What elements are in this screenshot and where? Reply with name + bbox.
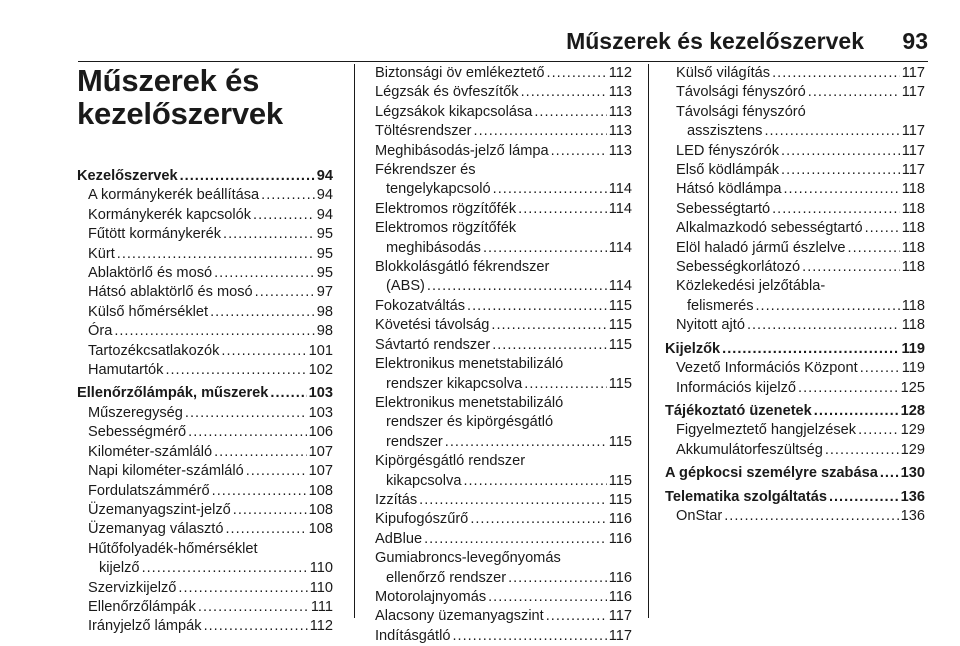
- dot-leader: [253, 206, 315, 225]
- toc-page-number: 94: [316, 168, 333, 184]
- dot-leader: [798, 379, 899, 398]
- toc-page-number: 119: [901, 340, 925, 357]
- toc-entry[interactable]: [77, 245, 333, 264]
- toc-page-number: 115: [608, 297, 632, 314]
- dot-leader: [848, 239, 900, 258]
- toc-entry[interactable]: [375, 277, 632, 296]
- toc-page-number: 117: [608, 627, 632, 644]
- toc-entry[interactable]: [77, 501, 333, 520]
- toc-entry[interactable]: [375, 491, 632, 510]
- toc-column-1: [77, 64, 333, 637]
- toc-entry-label: A kormánykerék beállítása: [88, 187, 260, 204]
- toc-entry[interactable]: [375, 239, 632, 258]
- toc-page-number: 94: [316, 206, 333, 223]
- toc-entry[interactable]: [77, 617, 333, 636]
- toc-page-number: 118: [901, 317, 925, 334]
- toc-entry-label: Követési távolság: [375, 317, 490, 334]
- toc-entry-label: Hátsó ködlámpa: [676, 181, 782, 198]
- toc-entry[interactable]: [665, 316, 925, 335]
- toc-list-1: [77, 167, 333, 637]
- dot-leader: [781, 161, 900, 180]
- toc-entry-label: Elöl haladó jármű észlelve: [676, 239, 846, 256]
- toc-page-number: 95: [316, 226, 333, 243]
- toc-entry[interactable]: [77, 579, 333, 598]
- page-header: [0, 22, 928, 62]
- dot-leader: [178, 579, 307, 598]
- dot-leader: [142, 559, 308, 578]
- dot-leader: [724, 507, 898, 526]
- toc-entry-line: Közlekedési jelzőtábla-: [676, 278, 826, 295]
- toc-entry-line: Elektromos rögzítőfék: [375, 220, 517, 237]
- toc-entry[interactable]: [77, 361, 333, 380]
- toc-entry-label: felismerés: [687, 297, 754, 314]
- toc-entry[interactable]: [77, 404, 333, 423]
- toc-entry-label: Első ködlámpák: [676, 162, 780, 179]
- toc-page-number: 136: [900, 507, 925, 524]
- toc-entry-label: Sebességkorlátozó: [676, 259, 801, 276]
- toc-entry-label: Töltésrendszer: [375, 123, 472, 140]
- toc-page-number: 117: [901, 65, 925, 81]
- toc-page-number: 108: [308, 521, 333, 538]
- toc-entry-label: Motorolajnyomás: [375, 588, 487, 605]
- dot-leader: [223, 225, 315, 244]
- toc-page-number: 95: [316, 245, 333, 262]
- toc-entry[interactable]: [665, 421, 925, 440]
- toc-page-number: 128: [900, 402, 925, 419]
- toc-entry-label: Távolsági fényszóró: [676, 84, 806, 101]
- toc-page-number: 107: [308, 463, 333, 480]
- toc-page-number: 111: [310, 598, 333, 615]
- dot-leader: [225, 520, 306, 539]
- toc-entry[interactable]: [77, 598, 333, 617]
- toc-entry-line: Fékrendszer és: [375, 162, 476, 179]
- toc-entry-label: kijelző: [99, 560, 140, 577]
- toc-entry-label: Légzsák és övfeszítők: [375, 84, 519, 101]
- toc-entry[interactable]: [375, 588, 632, 607]
- toc-entry-label: Napi kilométer-számláló: [88, 463, 244, 480]
- dot-leader: [747, 316, 900, 335]
- dot-leader: [865, 219, 900, 238]
- toc-entry[interactable]: [665, 441, 925, 460]
- dot-leader: [198, 598, 309, 617]
- toc-list-3: [665, 64, 925, 526]
- dot-leader: [483, 239, 607, 258]
- dot-leader: [551, 142, 607, 161]
- dot-leader: [270, 384, 306, 403]
- toc-entry-label: LED fényszórók: [676, 142, 780, 159]
- toc-entry-label: Kormánykerék kapcsolók: [88, 206, 252, 223]
- toc-entry[interactable]: [77, 443, 333, 462]
- toc-page-number: 116: [608, 511, 632, 528]
- dot-leader: [781, 142, 900, 161]
- toc-page-number: 113: [608, 84, 632, 101]
- toc-page-number: 118: [901, 181, 925, 198]
- toc-entry[interactable]: [375, 472, 632, 491]
- dot-leader: [470, 510, 606, 529]
- toc-entry-line: Kipörgésgátló rendszer: [375, 453, 526, 470]
- toc-page-number: 98: [316, 303, 333, 320]
- toc-page-number: 110: [309, 579, 333, 596]
- dot-leader: [185, 404, 307, 423]
- toc-entry[interactable]: [77, 520, 333, 539]
- dot-leader: [491, 316, 606, 335]
- dot-leader: [261, 186, 315, 205]
- toc-page-number: 129: [900, 422, 925, 439]
- toc-entry-label: Légzsákok kikapcsolása: [375, 103, 533, 120]
- dot-leader: [204, 617, 308, 636]
- dot-leader: [814, 402, 899, 421]
- toc-entry-label: rendszer kikapcsolva: [386, 375, 523, 392]
- toc-entry-label: kikapcsolva: [386, 472, 462, 489]
- toc-entry[interactable]: [77, 342, 333, 361]
- toc-column-2: [375, 64, 632, 646]
- toc-entry-line: Blokkolásgátló fékrendszer: [375, 259, 550, 276]
- toc-section-entry[interactable]: [77, 384, 333, 403]
- toc-entry-label: Fűtött kormánykerék: [88, 226, 222, 243]
- toc-page-number: 114: [608, 239, 632, 256]
- toc-entry-label: Alacsony üzemanyagszint: [375, 608, 544, 625]
- toc-entry[interactable]: [665, 359, 925, 378]
- toc-entry-label: rendszer: [386, 433, 443, 450]
- dot-leader: [424, 530, 607, 549]
- dot-leader: [246, 462, 307, 481]
- toc-entry[interactable]: [375, 83, 632, 102]
- toc-page-number: 118: [901, 200, 925, 217]
- toc-entry-label: Hamutartók: [88, 362, 164, 379]
- dot-leader: [829, 488, 899, 507]
- dot-leader: [212, 482, 307, 501]
- toc-entry[interactable]: [77, 482, 333, 501]
- toc-page-number: 95: [316, 265, 333, 282]
- toc-entry-label: Fokozatváltás: [375, 297, 466, 314]
- toc-entry[interactable]: [665, 239, 925, 258]
- toc-entry-label: Hátsó ablaktörlő és mosó: [88, 284, 253, 301]
- toc-entry[interactable]: [665, 161, 925, 180]
- dot-leader: [188, 423, 306, 442]
- toc-entry-label: Üzemanyagszint-jelző: [88, 501, 231, 518]
- toc-entry[interactable]: [375, 103, 632, 122]
- toc-entry-line: Elektronikus menetstabilizáló: [375, 356, 564, 373]
- toc-page-number: 117: [608, 608, 632, 625]
- toc-page-number: 115: [608, 375, 632, 392]
- toc-entry-label: Ellenőrzőlámpák: [88, 598, 196, 615]
- dot-leader: [117, 245, 315, 264]
- dot-leader: [427, 277, 607, 296]
- toc-entry-label: Óra: [88, 323, 113, 340]
- dot-leader: [783, 180, 899, 199]
- dot-leader: [452, 627, 606, 646]
- toc-entry-label: Sávtartó rendszer: [375, 336, 491, 353]
- toc-page-number: 117: [901, 142, 925, 159]
- toc-entry[interactable]: [375, 297, 632, 316]
- toc-page-number: 118: [901, 297, 925, 314]
- toc-entry-line: Elektronikus menetstabilizáló: [375, 394, 564, 411]
- toc-entry[interactable]: [665, 379, 925, 398]
- toc-entry-label: Külső világítás: [676, 65, 771, 81]
- dot-leader: [772, 64, 900, 83]
- toc-entry[interactable]: [665, 200, 925, 219]
- toc-entry[interactable]: [665, 258, 925, 277]
- toc-page-number: 101: [308, 342, 333, 359]
- toc-page-number: 102: [308, 362, 333, 379]
- dot-leader: [493, 180, 607, 199]
- toc-page-number: 117: [901, 84, 925, 101]
- toc-entry-label: Akkumulátorfeszültség: [676, 441, 823, 458]
- toc-entry-label: AdBlue: [375, 530, 423, 547]
- toc-entry-line: Távolsági fényszóró: [676, 103, 806, 120]
- toc-entry-label: Nyitott ajtó: [676, 317, 745, 334]
- toc-page-number: 118: [901, 239, 925, 256]
- toc-entry[interactable]: [665, 83, 925, 102]
- toc-entry[interactable]: [665, 297, 925, 316]
- toc-entry-label: Kezelőszervek: [77, 168, 178, 184]
- toc-entry[interactable]: [77, 423, 333, 442]
- toc-entry-label: Kilométer-számláló: [88, 443, 213, 460]
- dot-leader: [214, 264, 315, 283]
- toc-page-number: 125: [900, 379, 925, 396]
- toc-page-number: 112: [608, 65, 632, 81]
- toc-page-number: 115: [608, 472, 632, 489]
- toc-entry-label: tengelykapcsoló: [386, 181, 491, 198]
- toc-entry[interactable]: [665, 219, 925, 238]
- dot-leader: [860, 359, 900, 378]
- toc-entry[interactable]: [665, 122, 925, 141]
- toc-entry-label: Elektromos rögzítőfék: [375, 200, 517, 217]
- toc-entry[interactable]: [375, 375, 632, 394]
- toc-entry-label: Ablaktörlő és mosó: [88, 265, 213, 282]
- toc-page-number: 112: [309, 618, 333, 635]
- toc-entry[interactable]: [77, 264, 333, 283]
- toc-page-number: 116: [608, 530, 632, 547]
- toc-entry[interactable]: [77, 303, 333, 322]
- toc-page-number: 113: [608, 123, 632, 140]
- dot-leader: [180, 167, 315, 186]
- dot-leader: [756, 297, 900, 316]
- toc-page-number: 114: [608, 200, 632, 217]
- toc-section-entry[interactable]: [665, 340, 925, 359]
- toc-entry-label: OnStar: [676, 507, 723, 524]
- toc-entry[interactable]: [665, 142, 925, 161]
- toc-page-number: 103: [308, 404, 333, 421]
- dot-leader: [534, 103, 606, 122]
- dot-leader: [488, 588, 607, 607]
- toc-entry[interactable]: [375, 607, 632, 626]
- toc-page-number: 98: [316, 323, 333, 340]
- toc-page-number: 129: [900, 441, 925, 458]
- toc-entry[interactable]: [77, 283, 333, 302]
- toc-entry-label: Kijelzők: [665, 340, 721, 357]
- toc-entry-label: Alkalmazkodó sebességtartó: [676, 220, 863, 237]
- toc-entry[interactable]: [375, 142, 632, 161]
- chapter-title-line-1: Műszerek és: [77, 63, 260, 98]
- dot-leader: [165, 361, 306, 380]
- toc-entry-label: ellenőrző rendszer: [386, 569, 507, 586]
- dot-leader: [772, 200, 900, 219]
- toc-entry-line: Gumiabroncs-levegőnyomás: [375, 550, 561, 567]
- toc-section-entry[interactable]: [665, 402, 925, 421]
- toc-page-number: 115: [608, 336, 632, 353]
- dot-leader: [825, 441, 899, 460]
- toc-entry-label: Tájékoztató üzenetek: [665, 402, 812, 419]
- toc-page-number: 116: [608, 588, 632, 605]
- toc-entry-label: Szervizkijelző: [88, 579, 177, 596]
- toc-entry[interactable]: [77, 462, 333, 481]
- column-divider-2: [648, 64, 649, 618]
- toc-section-entry[interactable]: [77, 167, 333, 186]
- dot-leader: [419, 491, 607, 510]
- toc-entry[interactable]: [375, 569, 632, 588]
- toc-entry-label: Kipufogószűrő: [375, 511, 469, 528]
- toc-page-number: 113: [608, 142, 632, 159]
- page-number: 93: [902, 28, 928, 54]
- toc-section-entry[interactable]: [665, 464, 925, 483]
- toc-page-number: 113: [608, 103, 632, 120]
- toc-page-number: 115: [608, 317, 632, 334]
- toc-entry-label: Izzítás: [375, 491, 418, 508]
- toc-page-number: 130: [900, 465, 925, 482]
- toc-entry-label: Ellenőrzőlámpák, műszerek: [77, 385, 269, 402]
- toc-page-number: 116: [608, 569, 632, 586]
- dot-leader: [808, 83, 900, 102]
- toc-entry[interactable]: [665, 64, 925, 83]
- toc-page-number: 115: [608, 491, 632, 508]
- running-header-title: Műszerek és kezelőszervek: [566, 28, 864, 54]
- toc-entry[interactable]: [375, 510, 632, 529]
- toc-entry-label: Műszeregység: [88, 404, 183, 421]
- toc-entry-label: meghibásodás: [386, 239, 481, 256]
- dot-leader: [521, 83, 607, 102]
- column-divider-1: [354, 64, 355, 618]
- toc-page-number: 118: [901, 259, 925, 276]
- toc-entry[interactable]: [77, 559, 333, 578]
- toc-page-number: 117: [901, 123, 925, 140]
- toc-entry-label: Külső hőmérséklet: [88, 303, 209, 320]
- toc-entry[interactable]: [375, 200, 632, 219]
- toc-page-number: 97: [316, 284, 333, 301]
- toc-entry-label: asszisztens: [687, 123, 763, 140]
- toc-entry-label: Irányjelző lámpák: [88, 618, 202, 635]
- dot-leader: [114, 322, 314, 341]
- toc-page-number: 114: [608, 278, 632, 295]
- toc-entry-line: rendszer és kipörgésgátló: [386, 414, 554, 431]
- toc-page-number: 103: [308, 385, 333, 402]
- dot-leader: [445, 433, 607, 452]
- toc-entry[interactable]: [375, 433, 632, 452]
- dot-leader: [722, 340, 899, 359]
- dot-leader: [547, 64, 607, 83]
- dot-leader: [524, 375, 606, 394]
- dot-leader: [880, 464, 899, 483]
- toc-entry-label: Üzemanyag választó: [88, 521, 224, 538]
- dot-leader: [518, 200, 607, 219]
- toc-page-number: 110: [309, 560, 333, 577]
- toc-entry-label: A gépkocsi személyre szabása: [665, 465, 878, 482]
- toc-entry-label: Meghibásodás-jelző lámpa: [375, 142, 549, 159]
- toc-entry-label: Tartozékcsatlakozók: [88, 342, 220, 359]
- toc-entry[interactable]: [665, 180, 925, 199]
- toc-entry-label: (ABS): [386, 278, 425, 295]
- toc-entry-label: Információs kijelző: [676, 379, 797, 396]
- header-rule: [78, 61, 928, 62]
- dot-leader: [233, 501, 307, 520]
- toc-entry[interactable]: [375, 180, 632, 199]
- toc-entry-label: Vezető Információs Központ: [676, 360, 858, 377]
- toc-page-number: 107: [308, 443, 333, 460]
- toc-entry[interactable]: [375, 316, 632, 335]
- toc-entry-label: Fordulatszámmérő: [88, 482, 210, 499]
- toc-entry[interactable]: [77, 225, 333, 244]
- toc-entry[interactable]: [375, 336, 632, 355]
- chapter-title: [77, 64, 333, 130]
- toc-entry[interactable]: [375, 627, 632, 646]
- toc-entry[interactable]: [77, 186, 333, 205]
- toc-page-number: 117: [901, 162, 925, 179]
- dot-leader: [858, 421, 899, 440]
- toc-entry[interactable]: [375, 64, 632, 83]
- toc-page-number: 114: [608, 181, 632, 198]
- dot-leader: [463, 472, 606, 491]
- toc-list-2: [375, 64, 632, 646]
- toc-page-number: 106: [308, 424, 333, 441]
- toc-entry[interactable]: [665, 507, 925, 526]
- toc-entry-label: Indításgátló: [375, 627, 451, 644]
- toc-page-number: 115: [608, 433, 632, 450]
- toc-entry[interactable]: [375, 122, 632, 141]
- dot-leader: [214, 443, 307, 462]
- dot-leader: [210, 303, 315, 322]
- toc-entry-label: Sebességtartó: [676, 200, 771, 217]
- toc-entry-label: Telematika szolgáltatás: [665, 488, 827, 505]
- dot-leader: [802, 258, 900, 277]
- toc-page-number: 108: [308, 501, 333, 518]
- dot-leader: [221, 342, 306, 361]
- toc-entry-label: Figyelmeztető hangjelzések: [676, 422, 857, 439]
- toc-entry[interactable]: [77, 206, 333, 225]
- toc-entry-label: Kürt: [88, 245, 115, 262]
- toc-column-3: [665, 64, 925, 526]
- dot-leader: [474, 122, 607, 141]
- dot-leader: [255, 283, 315, 302]
- toc-entry-line: Hűtőfolyadék-hőmérséklet: [88, 540, 258, 557]
- toc-entry[interactable]: [77, 322, 333, 341]
- toc-section-entry[interactable]: [665, 488, 925, 507]
- chapter-title-line-2: kezelőszervek: [77, 96, 283, 131]
- dot-leader: [492, 336, 607, 355]
- toc-page-number: 108: [308, 482, 333, 499]
- toc-entry[interactable]: [375, 530, 632, 549]
- toc-page-number: 119: [901, 360, 925, 377]
- toc-entry-label: Biztonsági öv emlékeztető: [375, 65, 545, 81]
- toc-entry-label: Sebességmérő: [88, 424, 187, 441]
- toc-page-number: 136: [900, 488, 925, 505]
- dot-leader: [764, 122, 899, 141]
- toc-page-number: 94: [316, 187, 333, 204]
- dot-leader: [467, 297, 607, 316]
- dot-leader: [508, 569, 607, 588]
- toc-page-number: 118: [901, 220, 925, 237]
- dot-leader: [546, 607, 607, 626]
